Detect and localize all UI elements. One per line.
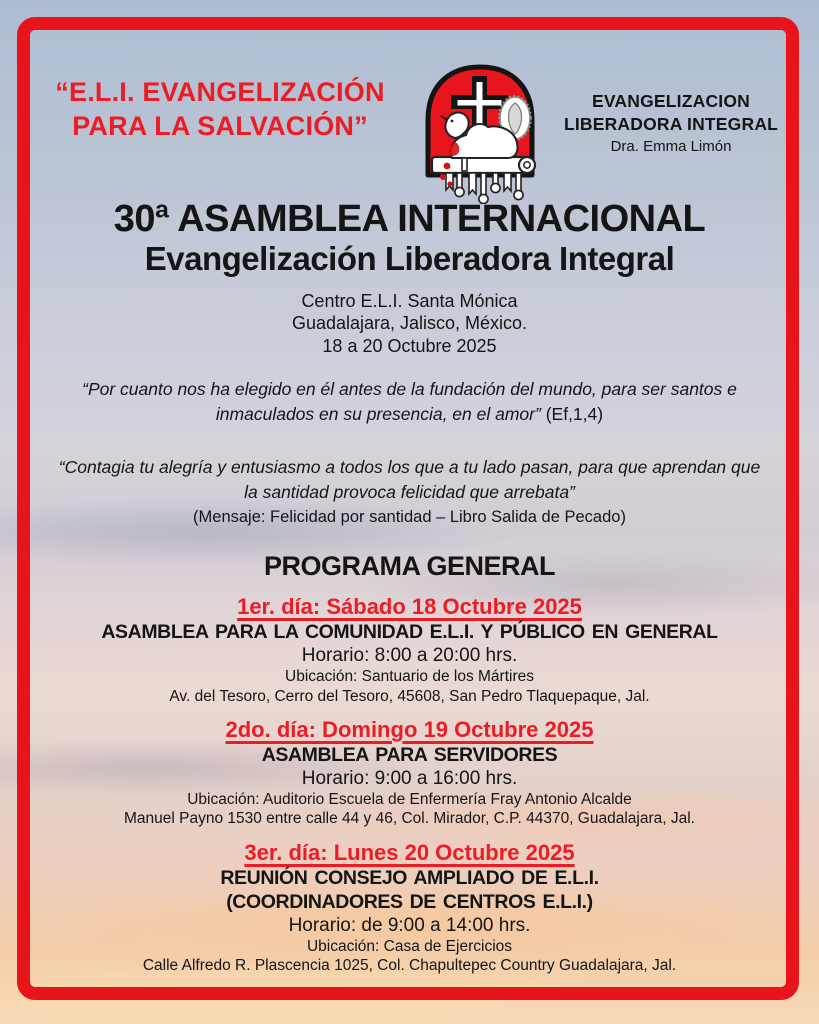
day-1-schedule: Horario: 8:00 a 20:00 hrs. [301, 645, 518, 667]
day-1-heading: 1er. día: Sábado 18 Octubre 2025 [237, 594, 582, 620]
day-2-subtitle: ASAMBLEA PARA SERVIDORES [261, 743, 558, 766]
day-1-location: Ubicación: Santuario de los Mártires [285, 668, 534, 686]
event-subtitle: Evangelización Liberadora Integral [144, 239, 675, 277]
message-quote-text: “Contagia tu alegría y entusiasmo a todos los que a tu lado pasan, para que aprendan que la santidad provoca felicidad que arrebata” [58, 456, 761, 502]
org-director: Dra. Emma Limón [610, 137, 732, 155]
bible-quote-reference: (Ef,1,4) [545, 403, 604, 424]
day-1-subtitle: ASAMBLEA PARA LA COMUNIDAD E.L.I. Y PÚBLICO EN GENERAL [101, 621, 718, 644]
program-title: PROGRAMA GENERAL [263, 551, 555, 582]
day-3-subtitle: REUNIÓN CONSEJO AMPLIADO DE E.L.I. [220, 866, 599, 889]
motto-line-1: “E.L.I. EVANGELIZACIÓN [55, 77, 385, 107]
day-1-address: Av. del Tesoro, Cerro del Tesoro, 45608, San Pedro Tlaquepaque, Jal. [169, 687, 650, 705]
program-day-2 [0, 717, 819, 829]
org-name-line-2: LIBERADORA INTEGRAL [563, 113, 779, 134]
message-quote [58, 455, 761, 530]
day-2-schedule: Horario: 9:00 a 16:00 hrs. [301, 767, 518, 789]
event-title: 30ª ASAMBLEA INTERNACIONAL [113, 198, 706, 240]
bible-quote-text: “Por cuanto nos ha elegido en él antes de la fundación del mundo, para ser santos e inmaculados en su presencia, en el amor” [82, 379, 737, 424]
venue-name: Centro E.L.I. Santa Mónica [301, 290, 518, 311]
day-3-location: Ubicación: Casa de Ejercicios [306, 937, 513, 955]
day-3-heading: 3er. día: Lunes 20 Octubre 2025 [244, 839, 575, 865]
day-3-address: Calle Alfredo R. Plascencia 1025, Col. Chapultepec Country Guadalajara, Jal. [142, 957, 677, 975]
program-day-3 [0, 840, 819, 976]
venue-dates: 18 a 20 Octubre 2025 [322, 335, 497, 356]
message-quote-source: (Mensaje: Felicidad por santidad – Libro Salida de Pecado) [193, 508, 626, 527]
day-3-schedule: Horario: de 9:00 a 14:00 hrs. [288, 914, 531, 936]
bible-quote [58, 377, 761, 427]
venue-block [0, 290, 819, 358]
day-3-subtitle-2: (COORDINADORES DE CENTROS E.L.I.) [226, 890, 593, 913]
day-2-heading: 2do. día: Domingo 19 Octubre 2025 [225, 716, 594, 742]
venue-city: Guadalajara, Jalisco, México. [291, 313, 528, 334]
org-name-line-1: EVANGELIZACION [591, 91, 751, 111]
day-2-location: Ubicación: Auditorio Escuela de Enfermería Fray Antonio Alcalde [187, 791, 632, 809]
day-2-address: Manuel Payno 1530 entre calle 44 y 46, Col. Mirador, C.P. 44370, Guadalajara, Jal. [124, 810, 695, 828]
program-day-1 [0, 594, 819, 706]
motto-line-2: PARA LA SALVACIÓN” [72, 110, 368, 141]
